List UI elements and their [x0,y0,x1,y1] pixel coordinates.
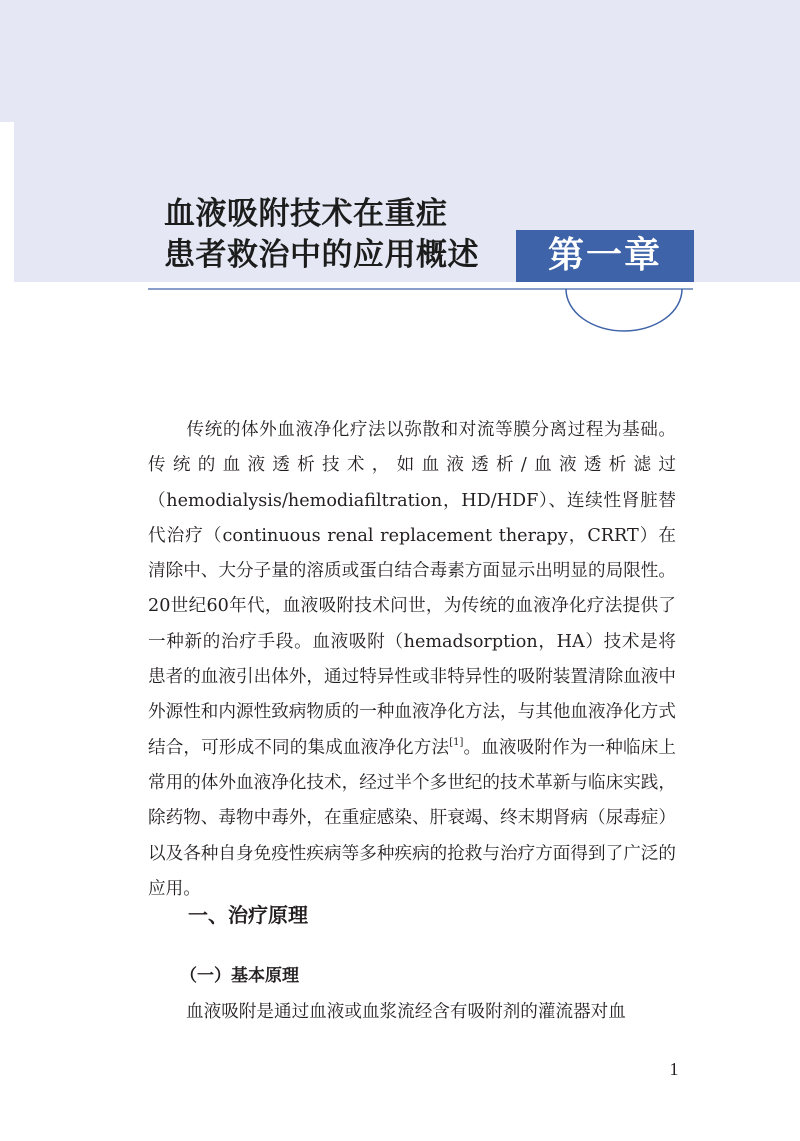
decorative-arc [566,289,682,331]
section-heading: 一、治疗原理 [188,903,308,927]
chapter-decoration [0,0,800,340]
subsection-heading: （一）基本原理 [180,966,299,986]
chapter-title-line-2: 患者救治中的应用概述 [164,237,479,273]
section-paragraph [148,995,676,1030]
citation-reference: [1] [449,736,464,748]
chapter-label: 第一章 [516,230,694,282]
section-text: 血液吸附是通过血液或血浆流经含有吸附剂的灌流器对血 [186,1002,626,1022]
page-number: 1 [669,1059,679,1079]
chapter-title-line-1: 血液吸附技术在重症 [164,196,448,232]
intro-text-part-2: 。血液吸附作为一种临床上常用的体外血液净化技术，经过半个多世纪的技术革新与临床实践，除药物、毒物中毒外，在重症感染、肝衰竭、终末期肾病（尿毒症）以及各种自身免疫性疾病等多种疾病的抢救与治疗方面得到了广泛的应用。 [148,737,676,899]
intro-text-part-1: 传统的体外血液净化疗法以弥散和对流等膜分离过程为基础。传统的血液透析技术，如血液透析/血液透析滤过（hemodialysis/hemodiafiltration，HD/HDF）、连续性肾脏替代治疗（continuous renal replacement therapy，CRRT）在清除中、大分子量的溶质或蛋白结合毒素方面显示出明显的局限性。20世纪60年代，血液吸附技术问世，为传统的血液净化疗法提供了一种新的治疗手段。血液吸附（hemadsorption，HA）技术是将患者的血液引出体外，通过特异性或非特异性的吸附装置清除血液中外源性和内源性致病物质的一种血液净化方法，与其他血液净化方式结合，可形成不同的集成血液净化方法 [148,420,676,758]
intro-paragraph [148,413,676,907]
